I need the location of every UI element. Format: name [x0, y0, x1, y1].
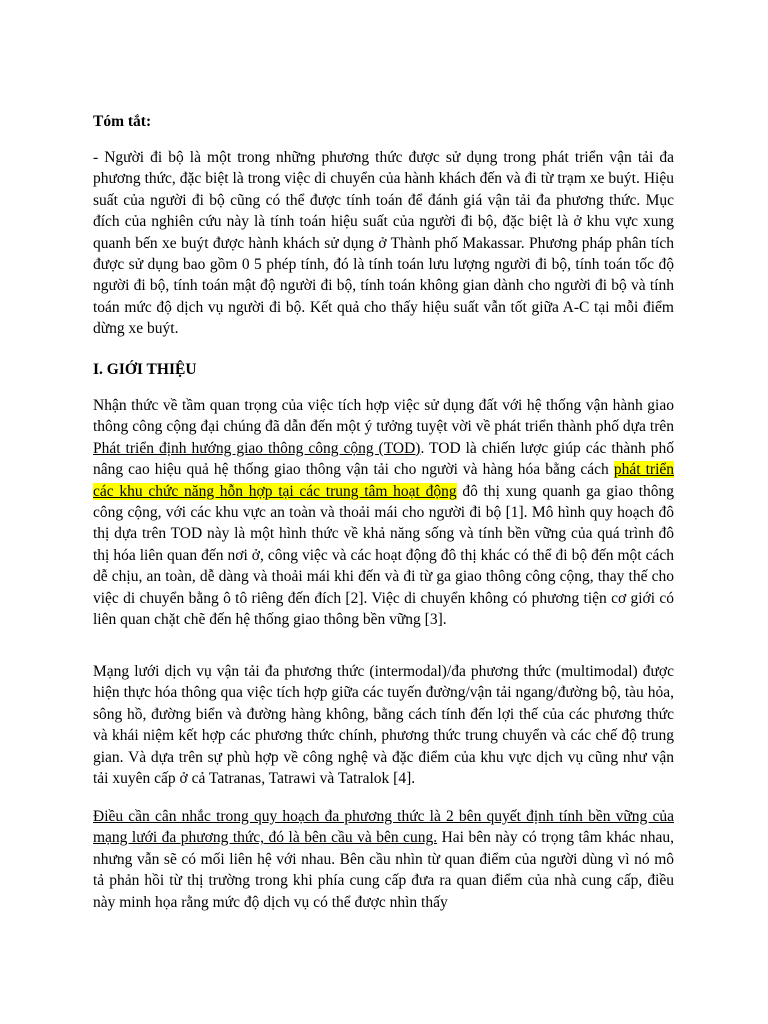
summary-block: [93, 147, 674, 340]
underlined-sentence: Điều cần cân nhắc trong quy hoạch đa phương thức là 2 bên quyết định tính bền vững của mạng lưới đa phương thức, đó là bên cầu và bên cung.: [93, 808, 674, 847]
section1-heading-block: [93, 359, 674, 380]
p1-text-e: đô thị xung quanh ga giao thông công cộng, với các khu vực an toàn và thoải mái cho người đi bộ [1]. Mô hình quy hoạch đô thị dựa trên TOD này là một hình thức về khả năng sống và tính bền vững của quá trình đô thị hóa liên quan đến nơi ở, công việc và các hoạt động đô thị khác có thể đi bộ đến một cách dễ chịu, an toàn, dễ dàng và thoải mái khi đến và đi từ ga giao thông công cộng, thay thế cho việc di chuyển bằng ô tô riêng đến đích [2]. Việc di chuyển không có phương tiện cơ giới có liên quan chặt chẽ đến hệ thống giao thông bền vững [3].: [93, 482, 675, 629]
tod-underlined-term: Phát triển định hướng giao thông công cộng (TOD): [93, 439, 421, 457]
p1-text-a: Nhận thức về tầm quan trọng của việc tích hợp việc sử dụng đất với hệ thống vận hành giao thông công cộng đại chúng đã dẫn đến một ý tưởng tuyệt vời về phát triển thành phố dựa trên: [93, 397, 674, 436]
intro-block: [93, 395, 674, 630]
intro-paragraph-2: Mạng lưới dịch vụ vận tải đa phương thức (intermodal)/đa phương thức (multimodal) được hiện thực hóa thông qua việc tích hợp giữa các tuyến đường/vận tải ngang/đường bộ, tàu hỏa, sông hồ, đường biển và đường hàng không, bằng cách tính đến lợi thế của các phương thức và khái niệm kết hợp các phương thức chính, phương thức trung chuyển và các chế độ trung gian. Và dựa trên sự phù hợp về công nghệ và đặc điểm của khu vực dịch vụ cũng như vận tải xuyên cấp ở cả Tatranas, Tatrawi và Tatralok [4].: [93, 663, 674, 788]
section-heading: I. GIỚI THIỆU: [93, 361, 197, 378]
p1-text-c: . TOD là chiến lược giúp các thành phố nâng cao hiệu quả hệ thống giao thông vận tải cho người và hàng hóa bằng cách: [93, 439, 675, 479]
summary-heading-block: [93, 111, 674, 132]
multimodal-block: [93, 661, 674, 789]
intro-paragraph-3: [93, 806, 674, 913]
intro-paragraph-1: [93, 395, 674, 630]
highlighted-phrase: phát triển các khu chức năng hỗn hợp tại các trung tâm hoạt động: [93, 461, 675, 500]
summary-heading: Tóm tắt:: [93, 113, 152, 130]
demand-supply-block: [93, 806, 674, 913]
summary-paragraph: - Người đi bộ là một trong những phương thức được sử dụng trong phát triển vận tải đa phương thức, đặc biệt là trong việc di chuyển của hành khách đến và đi từ trạm xe buýt. Hiệu suất của người đi bộ cũng có thể được tính toán để đánh giá vận tải đa phương thức. Mục đích của nghiên cứu này là tính toán hiệu suất của người đi bộ, đặc biệt là ở khu vực xung quanh bến xe buýt được hành khách sử dụng ở Thành phố Makassar. Phương pháp phân tích được sử dụng bao gồm 0 5 phép tính, đó là tính toán lưu lượng người đi bộ, tính toán tốc độ người đi bộ, tính toán mật độ người đi bộ, tính toán không gian dành cho người đi bộ và tính toán mức độ dịch vụ người đi bộ. Kết quả cho thấy hiệu suất vẫn tốt giữa A-C tại mỗi điểm dừng xe buýt.: [93, 149, 674, 338]
p3-text-b: Hai bên này có trọng tâm khác nhau, nhưng vẫn sẽ có mối liên hệ với nhau. Bên cầu nhìn từ quan điểm của người dùng vì nó mô tả phản hồi từ thị trường trong khi phía cung cấp đưa ra quan điểm của nhà cung cấp, điều này minh họa rằng mức độ dịch vụ có thể được nhìn thấy: [93, 829, 674, 911]
